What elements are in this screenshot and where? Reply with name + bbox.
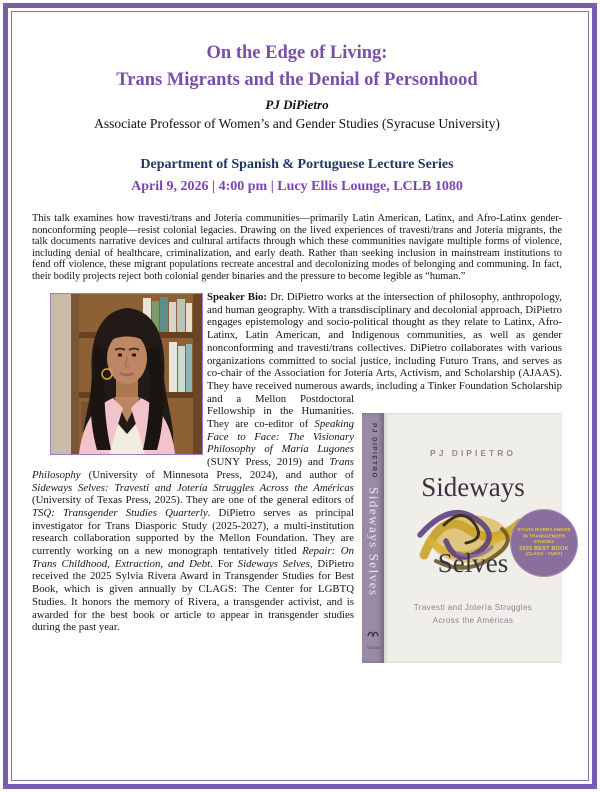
speaker-affiliation: Associate Professor of Women’s and Gender Studies (Syracuse University) [94, 116, 500, 131]
talk-title-line1: On the Edge of Living: [206, 43, 388, 63]
department-series-title: Department of Spanish & Portuguese Lecture Series [140, 157, 454, 172]
speaker-bio-section [32, 291, 571, 665]
cover-subtitle [384, 601, 562, 627]
book-art [362, 413, 571, 663]
badge-line1: SYLVIA RIVERA AWARD [517, 527, 571, 533]
event-date-time-location: April 9, 2026 | 4:00 pm | Lucy Ellis Lounge, LCLB 1080 [131, 179, 463, 194]
badge-line3: 2025 BEST BOOK [519, 545, 569, 552]
spine-publisher: TEXAS [366, 645, 380, 651]
spine-author: PJ DIPIETRO [370, 422, 378, 479]
spine-title: Sideways Selves [366, 487, 382, 598]
speaker-name: PJ DiPietro [265, 97, 329, 112]
speaker-photo [50, 293, 203, 455]
cover-title-line1: Sideways [421, 472, 525, 503]
cover-subtitle-line1: Travesti and Jotería Struggles [413, 603, 533, 613]
badge-line4: (CLAGS - CUNY) [525, 551, 563, 557]
cover-title-line2: Selves [437, 548, 509, 579]
award-badge [510, 509, 578, 577]
bio-text-part-a: Speaker Bio: Dr. DiPietro works at the intersection of philosophy, anthropology, and human geography. With a transdisciplinary and decolonial approach, DiPietro engages epistemology and socio-political thought as they relate to Latinx, Afro-Latinx, Latin American, and Indigenous communities, as well as gender nonconforming and travesti/trans collectives. DiPietro collaborates with various organizations committed to social justice, including Futuro Trans, and serves as co-chair of the Association for Jotería Arts, Activism, and Scholarship (AJAAS). They have received numerous awards, [207, 291, 562, 392]
bio-text-part-b: including a Tinker Foundation Scholarship and a Mellon Postdoctoral Fellowship in the Humanities. They are co-editor of Speaking Face to Face: The Visionary Philosophy of María Lugones (SUNY Press, 2019) and Trans Philosophy (University of Minnesota Press, 2024), and author of Sideways Selves: Travesti and Jotería Struggles Across the Américas (University of Texas Press, 2025). They are one of the general editors of TSQ: Transgender Studies Quarterly. DiPietro serves as principal investigator for Trans Diasporic Study (2025-2027), a multi-institution research collaboration supported by the Mellon Foundation. They are currently working on a new monograph tentatively titled Repair: On Trans Childhood, Extraction, and Debt. For Sideways Selves, DiPietro received the 2025 Sylvia Rivera Award in Transgender Studies for Best Book, which is given annually by CLAGS: The Center for LGBTQ Studies. It honors the memory of Rivera, a transgender activist, and is awarded for the best book or article to appear in transgender studies during the past year. [32, 379, 562, 634]
speaker-portrait-illustration [51, 294, 202, 454]
book-cover [362, 393, 571, 663]
cover-subtitle-line2: Across the Américas [432, 616, 514, 626]
talk-title-line2: Trans Migrants and the Denial of Personhood [116, 70, 478, 90]
award-badge-text [517, 528, 571, 558]
texas-longhorn-icon [364, 629, 383, 654]
cover-author: PJ DIPIETRO [430, 447, 516, 458]
flyer-content [32, 40, 571, 665]
book-spine [362, 413, 384, 663]
badge-line2: IN TRANSGENDER STUDIES [523, 533, 565, 545]
talk-abstract: This talk examines how travesti/trans and Jotería communities—primarily Latin American, Latinx, and Afro-Latinx gender-nonconforming people—resist colonial legacies. Drawing on the lived experiences of travesti/trans and Jotería migrants, the talk documents narrative devices and cultural artifacts through which these communities navigate multiple forms of violence, including denial of healthcare, criminalization, and early death. Rather than seeking inclusion in mainstream institutions to fend off violence, these migrant populations recreate ancestral and decolonizing modes of belonging and communing. In fact, their bodily projects reject both colonial gender binaries and the pressure to become legible as “human.” [32, 213, 562, 282]
